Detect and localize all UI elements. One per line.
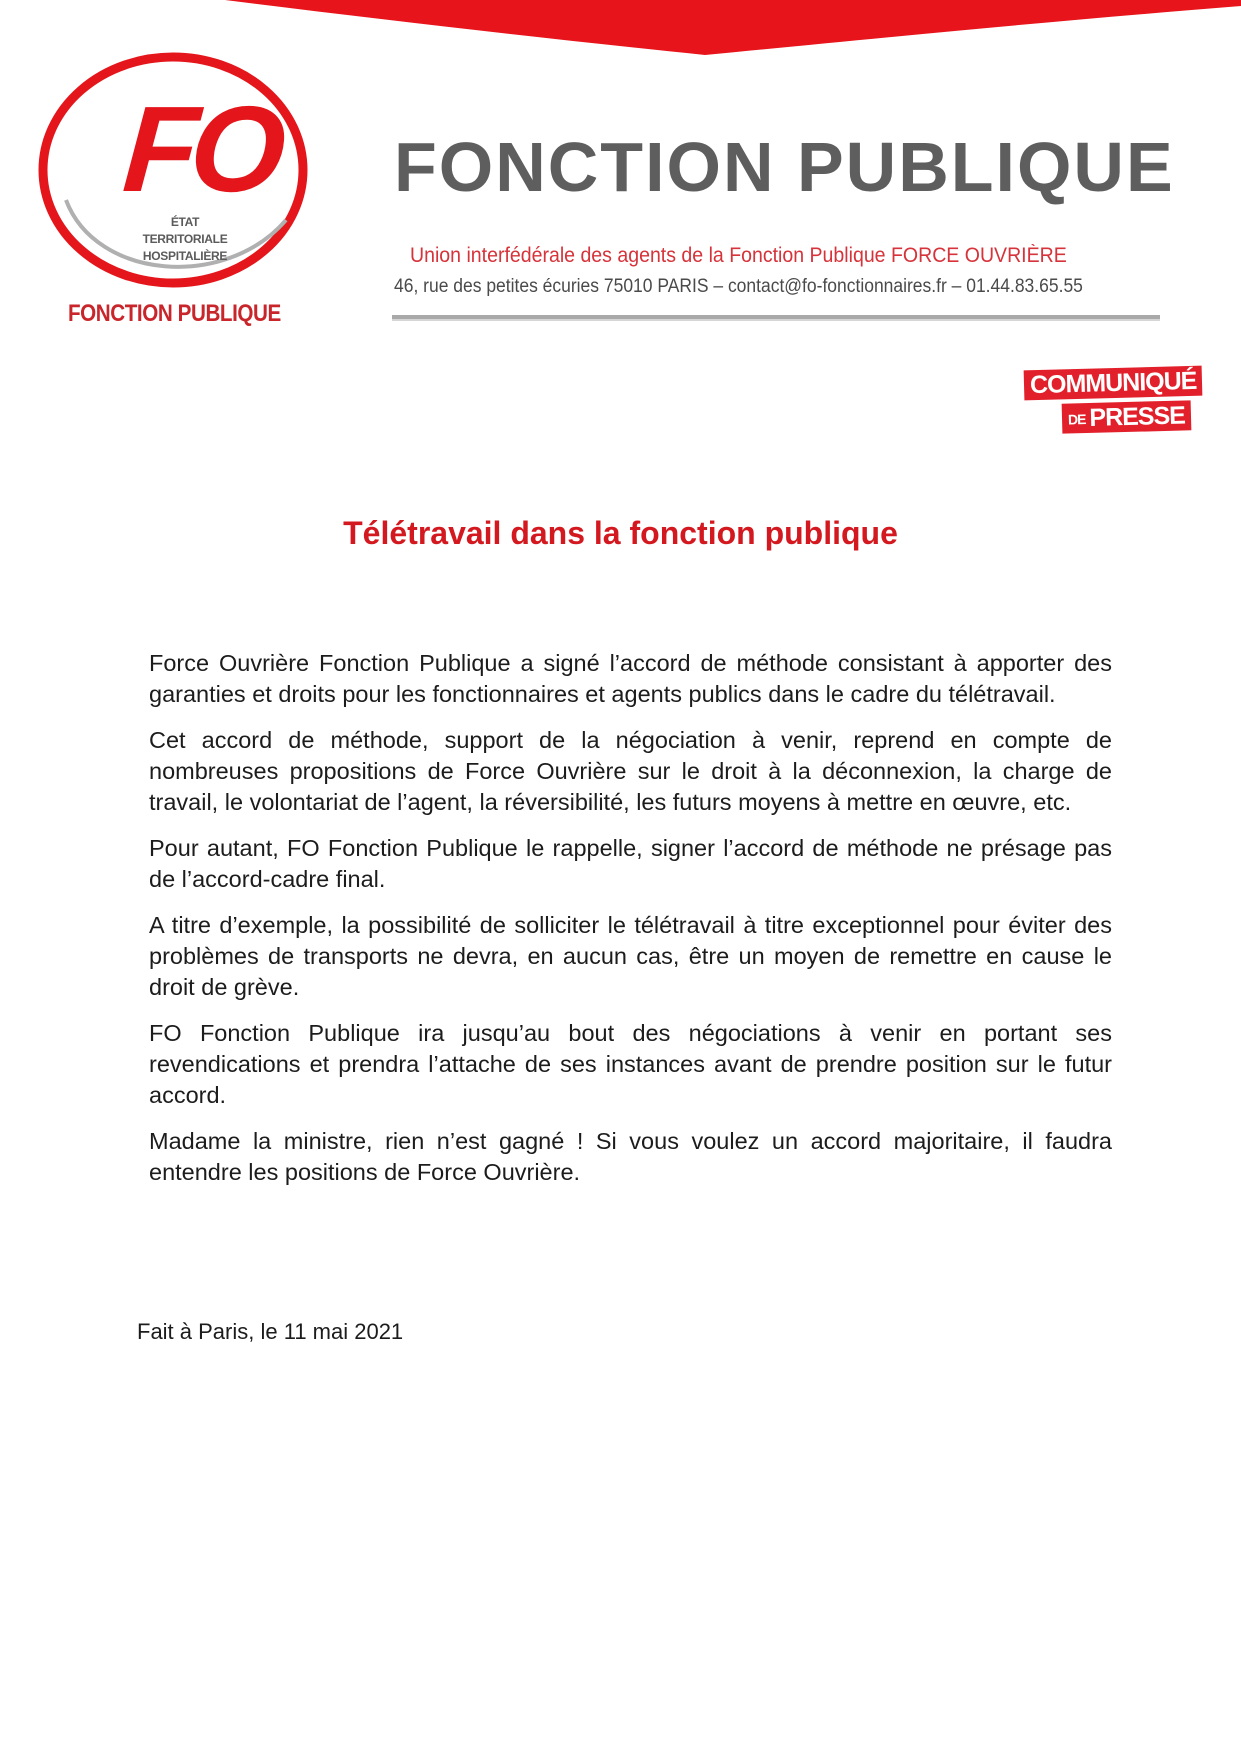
logo-subline-etat: ÉTAT	[170, 215, 200, 229]
body-paragraph: Madame la ministre, rien n’est gagné ! Si vous voulez un accord majoritaire, il faudra entendre les positions de Force Ouvrière.	[149, 1128, 1112, 1185]
stamp-presse: PRESSE	[1089, 401, 1186, 432]
body-paragraph: Force Ouvrière Fonction Publique a signé l’accord de méthode consistant à apporter des garanties et droits pour les fonctionnaires et agents publics dans le cadre du télétravail.	[149, 650, 1112, 707]
header-divider	[392, 315, 1160, 321]
logo-caption: FONCTION PUBLIQUE	[68, 300, 281, 327]
logo-subline-hospitaliere: HOSPITALIÈRE	[142, 249, 228, 263]
body-paragraph: Cet accord de méthode, support de la négociation à venir, reprend en compte de nombreuses propositions de Force Ouvrière sur le droit à la déconnexion, la charge de travail, le volontariat de l’agent, la réversibilité, les futurs moyens à mettre en œuvre, etc.	[149, 727, 1112, 815]
body-paragraph: A titre d’exemple, la possibilité de solliciter le télétravail à titre exceptionnel pour éviter des problèmes de transports ne devra, en aucun cas, être un moyen de remettre en cause le droit de grève.	[149, 912, 1112, 1000]
document-body	[149, 648, 1112, 1203]
fo-logo	[36, 50, 316, 340]
body-paragraph: Pour autant, FO Fonction Publique le rappelle, signer l’accord de méthode ne présage pas de l’accord-cadre final.	[149, 835, 1112, 892]
document-title: Télétravail dans la fonction publique	[343, 515, 898, 551]
body-paragraph: FO Fonction Publique ira jusqu’au bout des négociations à venir en portant ses revendications et prendra l’attache de ses instances avant de prendre position sur le futur accord.	[149, 1020, 1112, 1108]
stamp-de: DE	[1067, 411, 1086, 428]
communique-de-presse-stamp	[1024, 368, 1234, 434]
header-union-line: Union interfédérale des agents de la Fonction Publique FORCE OUVRIÈRE	[410, 244, 1067, 267]
header-address-line: 46, rue des petites écuries 75010 PARIS – contact@fo-fonctionnaires.fr – 01.44.83.65.55	[394, 276, 1083, 297]
logo-subline-territoriale: TERRITORIALE	[142, 232, 228, 246]
stamp-de-presse	[1062, 400, 1192, 434]
stamp-communique: COMMUNIQUÉ	[1024, 366, 1203, 401]
header-title: FONCTION PUBLIQUE	[394, 128, 1175, 206]
signoff-date-place: Fait à Paris, le 11 mai 2021	[137, 1319, 404, 1344]
logo-fo-letters: FO	[119, 81, 283, 217]
